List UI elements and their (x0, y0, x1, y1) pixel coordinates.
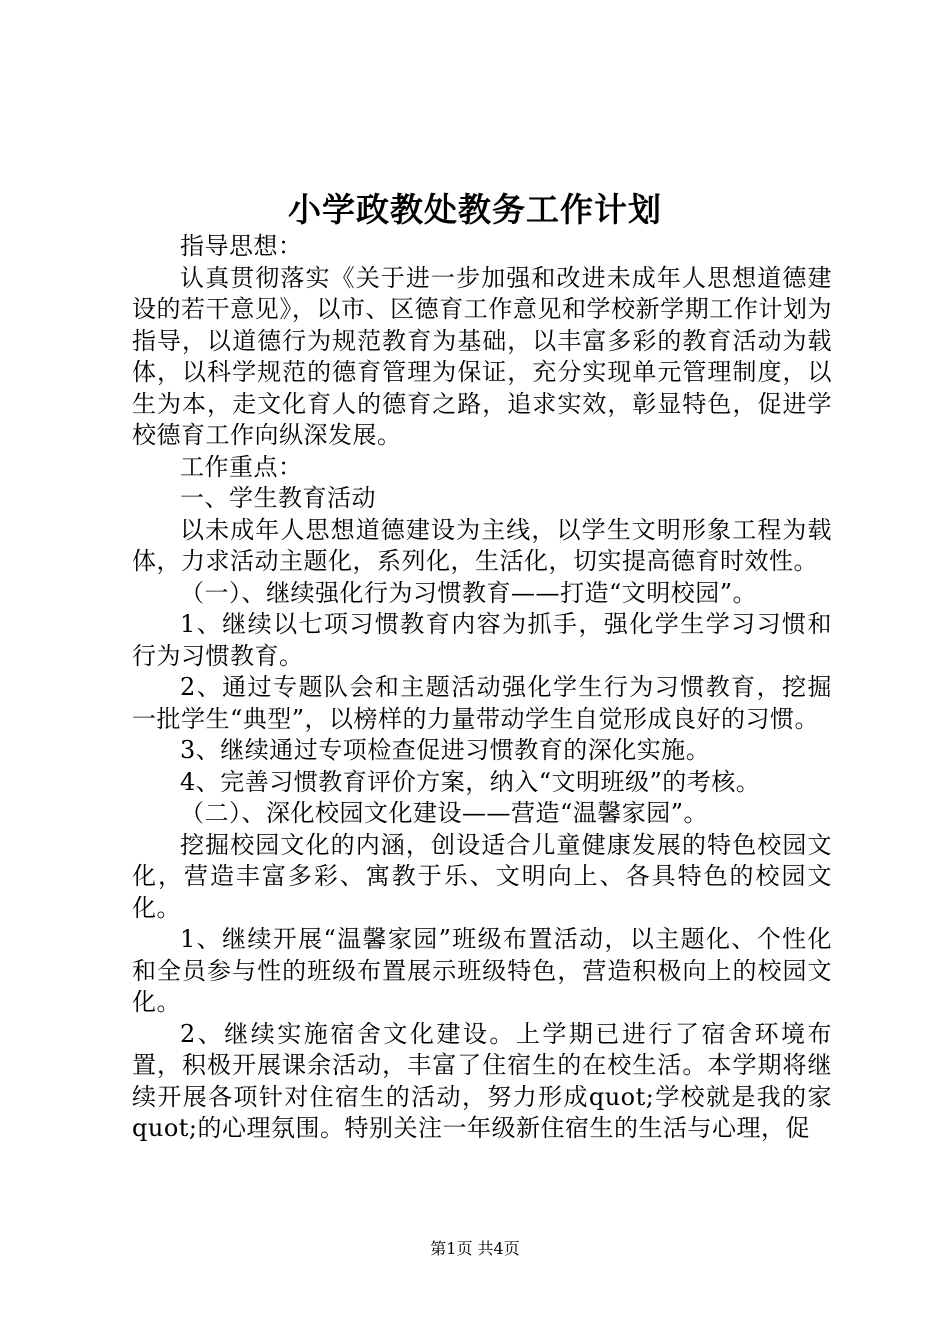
paragraph-section-one-intro: 以未成年人思想道德建设为主线，以学生文明形象工程为载体，力求活动主题化，系列化，生活化，切实提高德育时效性。 (132, 515, 832, 575)
paragraph-item-2-2: 2、继续实施宿舍文化建设。上学期已进行了宿舍环境布置，积极开展课余活动，丰富了住宿生的在校生活。本学期将继续开展各项针对住宿生的活动，努力形成quot;学校就是我的家quot;的心理氛围。特别关注一年级新住宿生的生活与心理，促 (132, 1019, 832, 1142)
paragraph-item-3: 3、继续通过专项检查促进习惯教育的深化实施。 (180, 736, 711, 764)
paragraph-item-2-1: 1、继续开展“温馨家园”班级布置活动，以主题化、个性化和全员参与性的班级布置展示班级特色，营造积极向上的校园文化。 (132, 925, 832, 1016)
paragraph-guiding-thought: 认真贯彻落实《关于进一步加强和改进未成年人思想道德建设的若干意见》，以市、区德育工作意见和学校新学期工作计划为指导，以道德行为规范教育为基础，以丰富多彩的教育活动为载体，以科学规范的德育管理为保证，充分实现单元管理制度，以生为本，走文化育人的德育之路，追求实效，彰显特色，促进学校德育工作向纵深发展。 (132, 263, 832, 449)
document-body (132, 231, 832, 1145)
paragraph-item-2: 2、通过专题队会和主题活动强化学生行为习惯教育，挖掘一批学生“典型”，以榜样的力量带动学生自觉形成良好的习惯。 (132, 673, 832, 733)
paragraph-section-one-heading: 一、学生教育活动 (180, 484, 376, 512)
paragraph-item-4: 4、完善习惯教育评价方案，纳入“文明班级”的考核。 (180, 767, 761, 796)
paragraph-subsection-one-heading: （一）、继续强化行为习惯教育——打造“文明校园”。 (180, 578, 758, 607)
page-footer: 第1页 共4页 (430, 1239, 520, 1258)
document-title: 小学政教处教务工作计划 (288, 190, 662, 229)
paragraph-work-focus-heading: 工作重点： (180, 452, 303, 481)
paragraph-subsection-two-heading: （二）、深化校园文化建设——营造“温馨家园”。 (180, 799, 709, 827)
paragraph-subsection-two-intro: 挖掘校园文化的内涵，创设适合儿童健康发展的特色校园文化，营造丰富多彩、寓教于乐、文明向上、各具特色的校园文化。 (132, 830, 832, 922)
paragraph-item-1: 1、继续以七项习惯教育内容为抓手，强化学生学习习惯和行为习惯教育。 (132, 610, 832, 670)
paragraph-guiding-thought-heading: 指导思想： (180, 232, 303, 260)
